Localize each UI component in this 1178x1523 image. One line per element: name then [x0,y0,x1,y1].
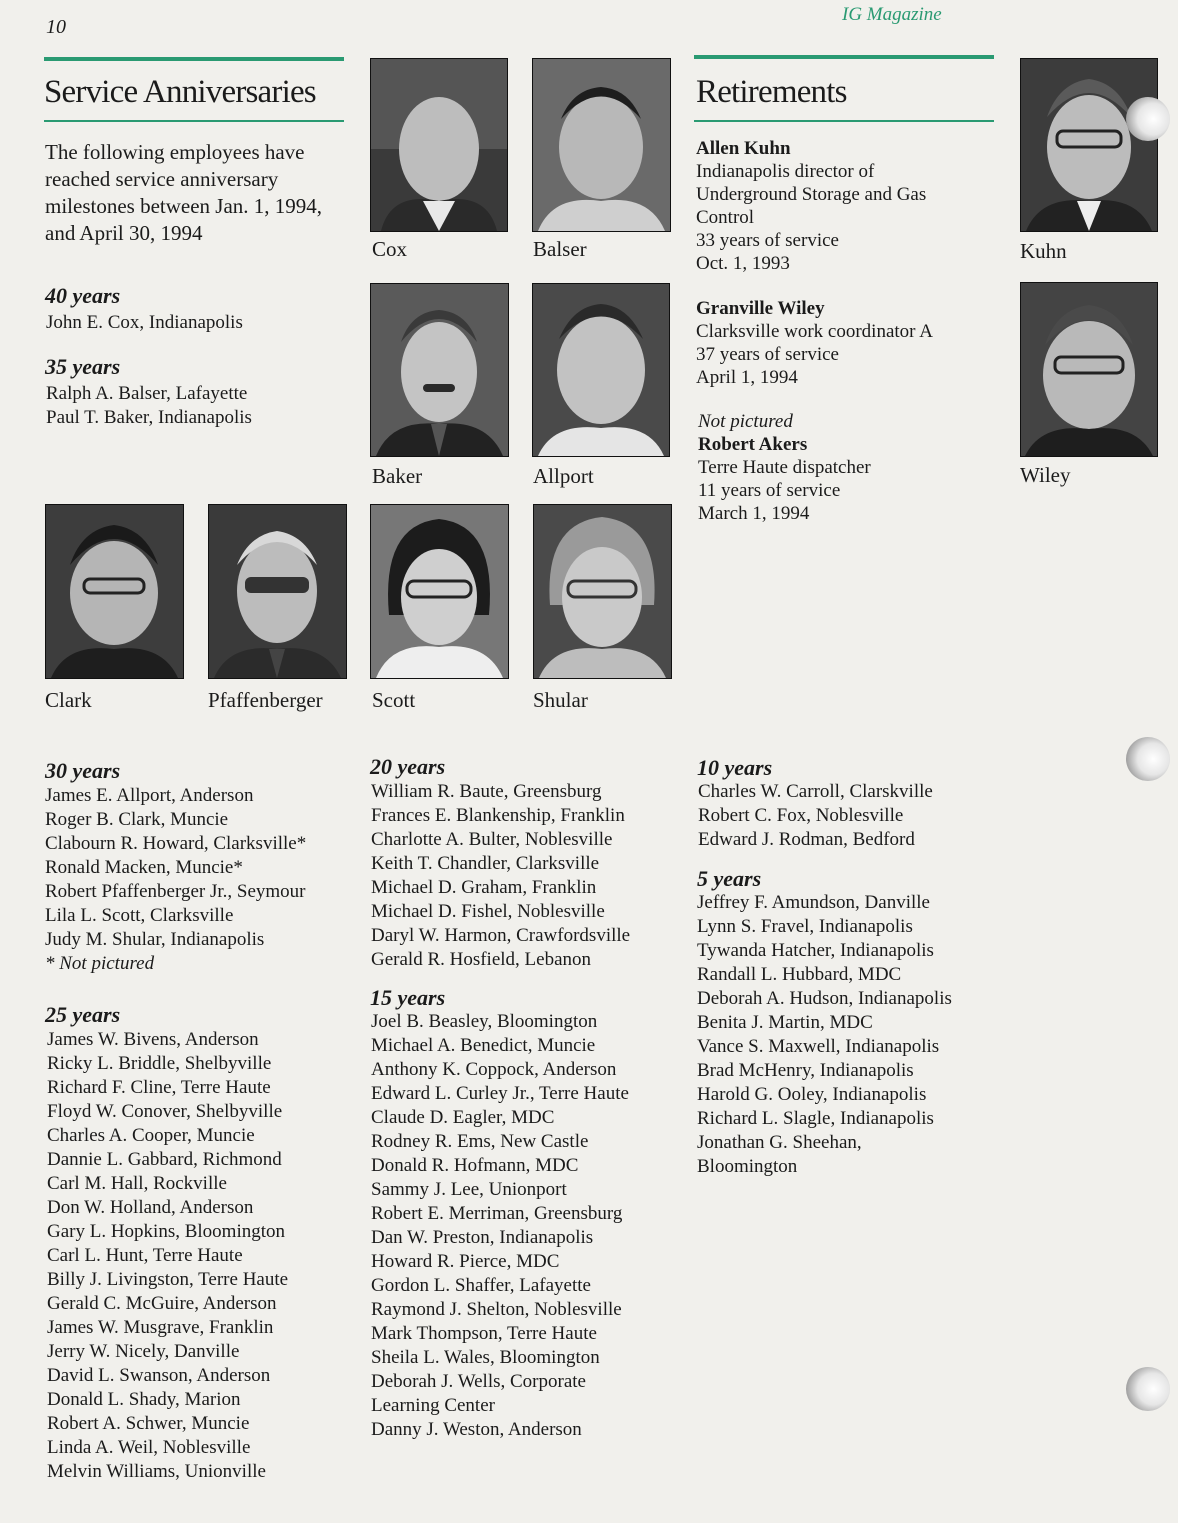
retiree-line: Control [696,207,755,228]
retiree-kuhn [696,137,996,275]
list-item: Rodney R. Ems, New Castle [371,1131,589,1152]
heading-15-years: 15 years [370,985,446,1010]
title-rule-top [44,57,344,61]
list-item: Jeffrey F. Amundson, Danville [697,892,930,913]
heading-25-years: 25 years [45,1002,121,1027]
not-pictured-note: Not pictured [698,411,793,432]
retiree-line: 33 years of service [696,230,839,251]
photo-scott [370,504,509,679]
list-item: Claude D. Eagler, MDC [371,1107,555,1128]
list-item: Ralph A. Balser, Lafayette [46,383,248,404]
list-item: Vance S. Maxwell, Indianapolis [697,1036,940,1057]
list-item: Charlotte A. Bulter, Noblesville [371,829,613,850]
list-item: Paul T. Baker, Indianapolis [46,407,252,428]
retiree-line: Indianapolis director of [696,161,875,182]
heading-5-years: 5 years [697,866,762,891]
list-item: Howard R. Pierce, MDC [371,1251,560,1272]
list-20-years [371,780,630,972]
list-item: Judy M. Shular, Indianapolis [45,929,265,950]
heading-40-years: 40 years [45,283,121,308]
list-item: Gordon L. Shaffer, Lafayette [371,1275,591,1296]
retiree-line: March 1, 1994 [698,503,810,524]
list-item: Deborah J. Wells, Corporate [371,1371,586,1392]
list-item: Carl M. Hall, Rockville [47,1173,227,1194]
retiree-wiley [696,297,996,389]
retiree-line: Underground Storage and Gas [696,184,927,205]
list-item: Charles A. Cooper, Muncie [47,1125,255,1146]
retiree-line: April 1, 1994 [696,367,798,388]
retiree-name: Allen Kuhn [696,138,791,159]
caption-wiley: Wiley [1020,463,1071,487]
photo-cox [370,58,508,232]
list-15-years [371,1010,629,1442]
retirements-rule-bottom [694,120,994,122]
list-item: Gary L. Hopkins, Bloomington [47,1221,286,1242]
list-item: Lynn S. Fravel, Indianapolis [697,916,913,937]
list-30-years [45,784,306,976]
binder-hole [1126,1367,1170,1411]
page-number: 10 [46,16,66,38]
list-5-years [697,891,952,1179]
list-item: Donald L. Shady, Marion [47,1389,241,1410]
list-item: Michael D. Graham, Franklin [371,877,597,898]
list-item: Charles W. Carroll, Clarskville [698,781,933,802]
list-item: Bloomington [697,1156,798,1177]
list-item: William R. Baute, Greensburg [371,781,602,802]
binder-hole [1126,97,1170,141]
list-item: James E. Allport, Anderson [45,785,254,806]
list-item: Floyd W. Conover, Shelbyville [47,1101,283,1122]
retiree-line: Clarksville work coordinator A [696,321,933,342]
list-item: Edward L. Curley Jr., Terre Haute [371,1083,629,1104]
list-item: Tywanda Hatcher, Indianapolis [697,940,934,961]
caption-clark: Clark [45,688,92,712]
list-item: Gerald C. McGuire, Anderson [47,1293,277,1314]
list-item: Clabourn R. Howard, Clarksville* [45,833,307,854]
heading-35-years: 35 years [45,354,121,379]
list-35-years [46,382,252,430]
caption-kuhn: Kuhn [1020,239,1067,263]
list-item: Benita J. Martin, MDC [697,1012,873,1033]
retiree-name: Granville Wiley [696,298,825,319]
list-item: Mark Thompson, Terre Haute [371,1323,597,1344]
caption-cox: Cox [372,237,408,261]
list-item: Robert E. Merriman, Greensburg [371,1203,623,1224]
list-item: Ronald Macken, Muncie* [45,857,243,878]
list-10-years [698,780,933,852]
magazine-title: IG Magazine [842,4,942,25]
photo-clark [45,504,184,679]
list-item: Don W. Holland, Anderson [47,1197,254,1218]
caption-pfaffenberger: Pfaffenberger [208,688,323,712]
list-item: Melvin Williams, Unionville [47,1461,266,1482]
list-item: Edward J. Rodman, Bedford [698,829,915,850]
caption-shular: Shular [533,688,588,712]
photo-allport [532,283,670,457]
list-item: Michael A. Benedict, Muncie [371,1035,596,1056]
list-item: Richard L. Slagle, Indianapolis [697,1108,934,1129]
list-item: Robert A. Schwer, Muncie [47,1413,250,1434]
heading-10-years: 10 years [697,755,773,780]
list-40-years [46,311,243,335]
heading-20-years: 20 years [370,754,446,779]
retiree-line: 11 years of service [698,480,841,501]
list-item: Keith T. Chandler, Clarksville [371,853,600,874]
caption-baker: Baker [372,464,423,488]
list-item: James W. Musgrave, Franklin [47,1317,274,1338]
list-item: Learning Center [371,1395,495,1416]
list-item: Harold G. Ooley, Indianapolis [697,1084,927,1105]
list-item: Ricky L. Briddle, Shelbyville [47,1053,272,1074]
list-item: David L. Swanson, Anderson [47,1365,271,1386]
caption-scott: Scott [372,688,416,712]
list-item: Anthony K. Coppock, Anderson [371,1059,617,1080]
retiree-line: Oct. 1, 1993 [696,253,790,274]
list-item: Sheila L. Wales, Bloomington [371,1347,600,1368]
list-item: Michael D. Fishel, Noblesville [371,901,605,922]
list-item: Joel B. Beasley, Bloomington [371,1011,598,1032]
list-item: Deborah A. Hudson, Indianapolis [697,988,952,1009]
list-item: Richard F. Cline, Terre Haute [47,1077,271,1098]
photo-shular [533,504,672,679]
not-pictured-footnote: * Not pictured [45,953,155,974]
list-25-years [47,1028,288,1484]
list-item: James W. Bivens, Anderson [47,1029,259,1050]
retirements-rule-top [694,55,994,59]
list-item: Carl L. Hunt, Terre Haute [47,1245,243,1266]
list-item: Raymond J. Shelton, Noblesville [371,1299,622,1320]
intro-text: The following employees have reached service anniversary milestones between Jan. 1, 1994, and April 30, 1994 [45,140,323,245]
retiree-akers [698,410,998,525]
photo-balser [532,58,671,232]
list-item: Dannie L. Gabbard, Richmond [47,1149,282,1170]
retiree-line: Terre Haute dispatcher [698,457,871,478]
binder-hole [1126,737,1170,781]
list-item: Dan W. Preston, Indianapolis [371,1227,594,1248]
list-item: John E. Cox, Indianapolis [46,312,243,333]
list-item: Frances E. Blankenship, Franklin [371,805,625,826]
list-item: Roger B. Clark, Muncie [45,809,229,830]
section-title-service: Service Anniversaries [44,74,316,110]
list-item: Jerry W. Nicely, Danville [47,1341,240,1362]
list-item: Lila L. Scott, Clarksville [45,905,234,926]
photo-wiley [1020,282,1158,457]
list-item: Danny J. Weston, Anderson [371,1419,582,1440]
list-item: Sammy J. Lee, Unionport [371,1179,567,1200]
list-item: Robert Pfaffenberger Jr., Seymour [45,881,306,902]
list-item: Linda A. Weil, Noblesville [47,1437,251,1458]
list-item: Billy J. Livingston, Terre Haute [47,1269,289,1290]
photo-pfaffenberger [208,504,347,679]
list-item: Donald R. Hofmann, MDC [371,1155,579,1176]
retiree-line: 37 years of service [696,344,839,365]
section-title-retirements: Retirements [696,74,847,110]
retiree-name: Robert Akers [698,434,808,455]
list-item: Jonathan G. Sheehan, [697,1132,862,1153]
list-item: Daryl W. Harmon, Crawfordsville [371,925,631,946]
list-item: Gerald R. Hosfield, Lebanon [371,949,592,970]
photo-kuhn [1020,58,1158,232]
list-item: Randall L. Hubbard, MDC [697,964,902,985]
photo-baker [370,283,509,457]
list-item: Robert C. Fox, Noblesville [698,805,904,826]
caption-allport: Allport [533,464,594,488]
list-item: Brad McHenry, Indianapolis [697,1060,914,1081]
heading-30-years: 30 years [45,758,121,783]
title-rule-bottom [44,120,344,122]
caption-balser: Balser [533,237,587,261]
